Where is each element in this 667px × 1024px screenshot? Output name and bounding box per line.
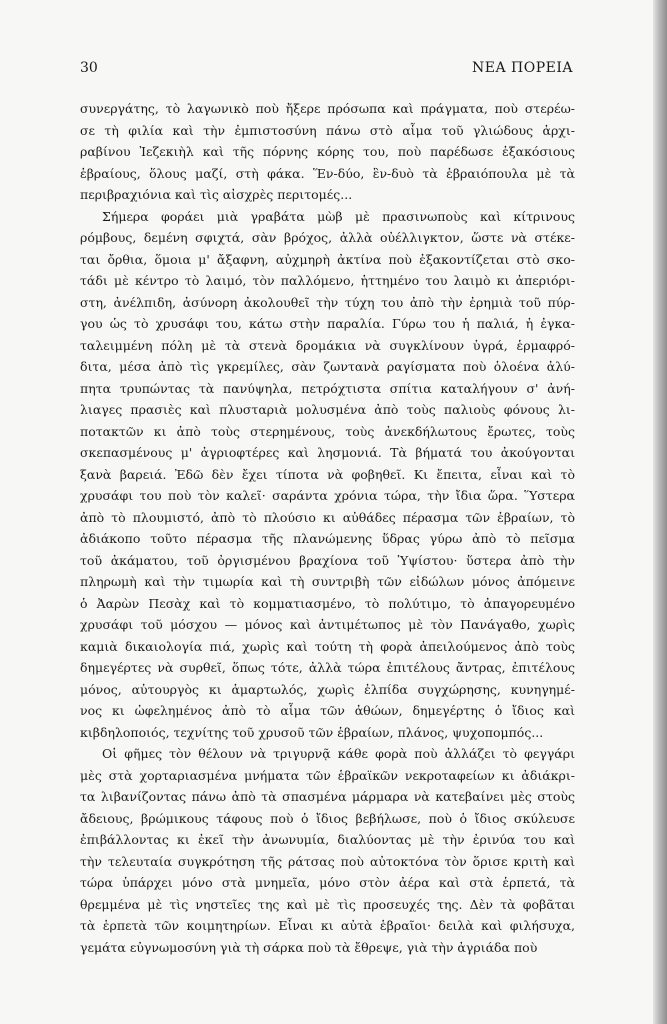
text-line: κιβδηλοποιός, τεχνίτης τοῦ χρυσοῦ τῶν ἑβραίων, πλάνος, ψυχοπομπός...: [80, 724, 544, 740]
text-line: ξανὰ βαρειά. Ἐδῶ δὲν ἔχει τίποτα νὰ φοβηθεῖ. Κι ἔπειτα, εἶναι καὶ τὸ: [80, 466, 575, 482]
body-text: [80, 98, 575, 958]
text-line: καμιὰ δικαιολογία πιά, χωρὶς καὶ τούτη τὴ φορὰ ἀπειλούμενος ἀπὸ τοὺς: [80, 638, 575, 654]
running-header: [80, 60, 573, 84]
text-line: ποτακτῶν κι ἀπὸ τοὺς στερημένους, τοὺς ἀνεκδήλωτους ἔρωτες, τοὺς: [80, 423, 575, 439]
text-line: συνεργάτης, τὸ λαγωνικὸ ποὺ ἤξερε πρόσωπα καὶ πράγματα, ποὺ στερέω-: [80, 101, 575, 116]
text-line: τὰ ἑρπετὰ τῶν κοιμητηρίων. Εἶναι κι αὐτὰ ἑβραῖοι· δειλὰ καὶ φιλήσυχα,: [80, 918, 575, 933]
text-line: μὲς στὰ χορταριασμένα μνήματα τῶν ἑβραϊκῶν νεκροταφείων κι ἀδιάκρι-: [80, 767, 575, 783]
text-line: τα λιβανίζοντας πάνω ἀπὸ τὰ σπασμένα μάρμαρα νὰ κατεβαίνει μὲς στοὺς: [80, 789, 575, 804]
text-line: ται ὄρθια, ὅμοια μ' ἄξαφνη, αὐχμηρὴ ἀκτίνα ποὺ ἐξακοντίζεται στὸ σκο-: [80, 251, 575, 267]
text-line: τοῦ ἀκάματου, τοῦ ὀργισμένου βραχίονα τοῦ Ὑψίστου· ὕστερα ἀπὸ τὴν: [80, 552, 575, 568]
text-line: τάδι μὲ κέντρο τὸ λαιμό, τὸν παλλόμενο, ἡττημένο του λαιμὸ κι ἀπεριόρι-: [80, 273, 575, 288]
text-line: θρεμμένα μὲ τὶς νηστεῖες της καὶ μὲ τὶς προσευχές της. Δὲν τὰ φοβᾶται: [80, 896, 575, 912]
text-line: στη, ἀνέλπιδη, ἀσύνορη ἀκολουθεῖ τὴν τύχη του ἀπὸ τὴν ἐρημιὰ τοῦ πύρ-: [80, 294, 575, 310]
text-line: χρυσάφι του ποὺ τὸν καλεῖ· σαράντα χρόνια τώρα, τὴν ἴδια ὥρα. Ὕστερα: [80, 488, 575, 503]
text-line: ραβίνου Ἰεζεκιὴλ καὶ τῆς πόρνης κόρης του, ποὺ παρέδωσε ἑξακόσιους: [80, 144, 575, 159]
journal-title: ΝΕΑ ΠΟΡΕΙΑ: [472, 60, 573, 76]
page-edge-shadow: [653, 0, 667, 1024]
text-line: ρόμβους, δεμένη σφιχτά, σὰν βρόχος, ἀλλὰ οὐέλλιγκτον, ὥστε νὰ στέκε-: [80, 230, 575, 245]
text-line: μόνος, αὐτουργὸς κι ἁμαρτωλός, χωρὶς ἐλπίδα συγχώρησης, κυνηγημέ-: [80, 681, 575, 697]
text-line: ὁ Ἀαρὼν Πεσὰχ καὶ τὸ κομματιασμένο, τὸ πολύτιμο, τὸ ἀπαγορευμένο: [80, 595, 575, 611]
text-line: διτα, μέσα ἀπὸ τὶς γκρεμίλες, σὰν ζωντανὰ ραγίσματα ποὺ ὁλοένα ἀλύ-: [80, 359, 575, 374]
text-line: ἑβραίους, ὅλους μαζί, στὴ φάκα. Ἕν-δύο, ἓν-δυὸ τὰ ἑβραιόπουλα μὲ τὰ: [80, 165, 575, 181]
text-line: γου ὡς τὸ χρυσάφι του, κάτω στὴν παραλία. Γύρω του ἡ παλιά, ἡ ἐγκα-: [80, 316, 575, 331]
text-line: τὴν τελευταία συγκρότηση τῆς ράτσας ποὺ αὐτοκτόνα τὸν ὅρισε κριτὴ καὶ: [80, 853, 575, 869]
text-line: περιβραχιόνια καὶ τὶς αἰσχρὲς περιτομές...: [80, 187, 353, 202]
paragraph: [80, 206, 575, 744]
text-line: ἀδιάκοπο τοῦτο πέρασμα τῆς πλανώμενης ὕδρας γύρω ἀπὸ τὸ πεῖσμα: [80, 531, 575, 546]
text-line: πληρωμὴ καὶ τὴν τιμωρία καὶ τὴ συντριβὴ τῶν εἰδώλων μόνος ἀπόμεινε: [80, 574, 575, 589]
text-line: χρυσάφι τοῦ μόσχου — μόνος καὶ ἀντιμέτωπος μὲ τὸν Πανάγαθο, χωρὶς: [80, 617, 575, 632]
text-line: τώρα ὑπάρχει μόνο στὰ μνημεῖα, μόνο στὸν ἀέρα καὶ στὰ ἑρπετά, τὰ: [80, 875, 575, 890]
text-line: γεμάτα εὐγνωμοσύνη γιὰ τὴ σάρκα ποὺ τὰ ἔθρεψε, γιὰ τὴν ἀγριάδα ποὺ: [80, 939, 538, 955]
text-line: ἄδειους, βρώμικους τάφους ποὺ ὁ ἴδιος βεβήλωσε, ποὺ ὁ ἴδιος σκύλευσε: [80, 810, 575, 826]
text-line: δημεγέρτες νὰ συρθεῖ, ὅπως τότε, ἀλλὰ τώρα ἐπιτέλους ἄντρας, ἐπιτέλους: [80, 660, 575, 675]
paragraph: [80, 743, 575, 958]
text-line: ταλειμμένη πόλη μὲ τὰ στενὰ δρομάκια νὰ συγκλίνουν ὑγρά, ἑρμαφρό-: [80, 337, 575, 353]
text-line: σε τὴ φιλία καὶ τὴν ἐμπιστοσύνη πάνω στὸ αἷμα τοῦ γλιώδους ἀρχι-: [80, 122, 575, 138]
text-line: πητα τρυπώντας τὰ πανύψηλα, πετρόχτιστα σπίτια καταλήγουν σ' ἀνή-: [80, 380, 575, 396]
text-line: Οἱ φῆμες τὸν θέλουν νὰ τριγυρνᾷ κάθε φορὰ ποὺ ἀλλάζει τὸ φεγγάρι: [102, 746, 575, 761]
text-line: λιαγες πρασιὲς καὶ πλυσταριὰ μολυσμένα ἀπὸ τοὺς παλιοὺς φόνους λι-: [80, 402, 575, 417]
text-line: Σήμερα φοράει μιὰ γραβάτα μὼβ μὲ πρασινωποὺς καὶ κίτρινους: [102, 208, 575, 224]
text-line: νος κι ὠφελημένος ἀπὸ τὸ αἷμα τῶν ἀθώων, δημεγέρτης ὁ ἴδιος καὶ: [80, 703, 575, 718]
page-number: 30: [80, 60, 98, 76]
text-line: ἀπὸ τὸ πλουμιστό, ἀπὸ τὸ πλούσιο κι αὐθάδες πέρασμα τῶν ἑβραίων, τὸ: [80, 509, 575, 525]
paragraph: [80, 98, 575, 206]
text-line: ἐπιβάλλοντας κι ἐκεῖ τὴν ἀνωνυμία, διαλύοντας μὲ τὴν ἐρινύα του καὶ: [80, 832, 575, 847]
text-line: σκεπασμένους μ' ἀγριοφτέρες καὶ λησμονιά. Τὰ βήματά του ἀκούγονται: [80, 445, 575, 460]
